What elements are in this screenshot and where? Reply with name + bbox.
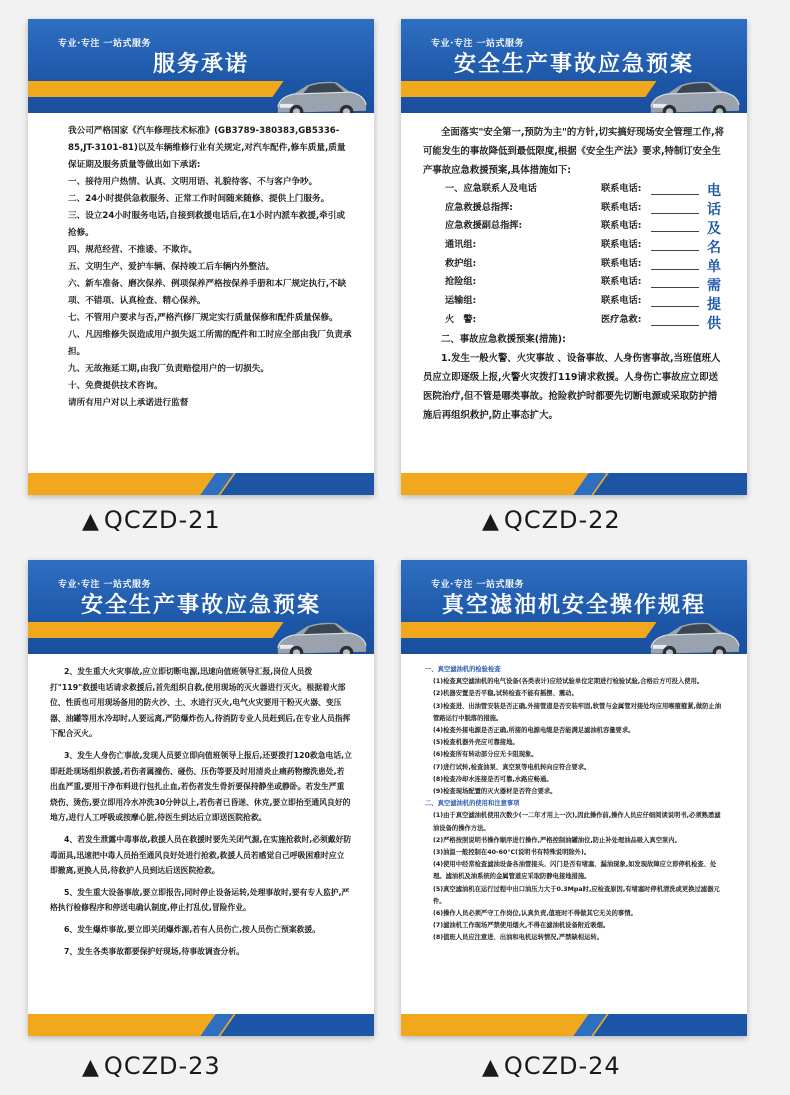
procedure-line: (5)检查机器外壳应可靠接地。 [433,739,519,747]
contact-row: 应急救援总指挥: 联系电话: [423,199,725,218]
contact-row: 一、应急联系人及电话 联系电话: [423,180,725,199]
poster-qczd-24 [401,560,747,1036]
procedure-line: (4)检查外接电源是否正确,所接的电源电缆是否能满足滤油机容量要求。 [433,727,635,735]
paragraph: 1.发生一般火警、火灾事故 、设备事故、人身伤害事故,当班值班人员应立即逐级上报,火警火灾拨打119请求救援。人身伤亡事故应立即送医院治疗,但不管是哪类事故。抢险救护时都要先切断电源或采取防护措施后再组织救护,防止事态扩大。 [423,352,721,421]
procedure-line: (9)检查现场配置的灭火器材是否符合要求。 [433,788,557,796]
procedure-line: (6)检查所有转动部分应无卡阻现象。 [433,751,538,759]
poster-title: 安全生产事故应急预案 [80,593,321,618]
product-code-label: ▲ QCZD-23 [82,1052,221,1080]
procedure-line: (7)进行试转,检查油泵、真空泵等电机转向应符合要求。 [433,763,591,771]
poster-title: 真空滤油机安全操作规程 [441,593,706,618]
slogan: 专业·专注 一站式服务 [58,39,152,49]
vertical-note: 电话及名单需提供 [707,183,721,332]
procedure-line: (8)值班人员应注意进、出油和电机运转情况,严禁缺相运转。 [433,934,603,942]
product-code-label: ▲ QCZD-21 [82,506,221,534]
triangle-up-icon: ▲ [482,509,500,534]
procedure-line: (2)严格按照说明书操作顺序进行操作,严格控制油罐油位,防止补处理油品吸入真空泵内。 [433,836,681,844]
poster-title: 服务承诺 [152,52,249,77]
poster-footer [28,1014,374,1036]
paragraph: 一、接待用户热情、认真、文明用语、礼貌待客、不与客户争吵。 [68,177,318,187]
poster-footer [401,473,747,495]
contact-row: 通讯组: 联系电话: [423,236,725,255]
contact-row: 救护组: 联系电话: [423,255,725,274]
intro-paragraph: 全面落实"安全第一,预防为主"的方针,切实搞好现场安全管理工作,将可能发生的事故降低到最低限度,根据《安全生产法》要求,特制订安全生产事故应急救援预案,具体措施如下: [423,127,724,176]
poster-title: 安全生产事故应急预案 [453,52,694,77]
paragraph: 十、免费提供技术咨询。 [68,381,163,391]
poster-qczd-22 [401,19,747,495]
paragraph: 3、发生人身伤亡事故,发现人员要立即向值班领导上报后,还要拨打120救急电话,立即赶赴现场组织救援,若伤者属撞伤、碰伤、压伤等要及时用清炎止痛药物擦洗患处,若出血严重,要用干净布料进行包扎止血,若伤者发生骨折要保持静坐或静卧。若发生严重烧伤、烫伤,要立即用冷水冲洗30分钟以上,若伤者已昏迷、休克,要立即抬至通风良好的地方,进行人工呼吸或按摩心脏,待医生到达后立即送医院抢救。 [50,750,352,823]
poster-body [423,123,725,467]
poster-header [28,560,374,654]
poster-header [401,560,747,654]
procedure-line: (1)检查真空滤油机的电气设备(各类表计)应经试验单位定期进行检验试验,合格后方可投入使用。 [433,678,704,686]
paragraph: 我公司严格国家《汽车修理技术标准》(GB3789-380383,GB5336-85,JT-3101-81)以及车辆维修行业有关规定,对汽车配件,修车质量,质量保证期及服务质量等做出如下承诺: [68,126,346,170]
triangle-up-icon: ▲ [82,1055,100,1080]
product-code-label: ▲ QCZD-24 [482,1052,621,1080]
procedure-line: (5)真空滤油机在运行过程中出口油压力大于0.3Mpa时,应检查原因,有堵塞时停机清洗或更换过滤器元件。 [433,885,720,905]
paragraph: 六、新车准备、磨次保养、例项保养严格按保养手册和本厂规定执行,不缺项、不错项、认真检查、精心保养。 [68,279,347,306]
paragraph: 4、若发生泄露中毒事故,救援人员在救援时要先关闭气源,在实施抢救时,必须戴好防毒面具,迅速把中毒人员抬至通风良好处进行抢救,救援人员若感觉自己呼吸困难时应立即撤离,更换人员,待救护人员到达后送医院抢救。 [50,834,352,876]
paragraph: 五、文明生产、爱护车辆、保持竣工后车辆内外整洁。 [68,262,275,272]
procedure-line: (4)使用中经常检查滤油设备各油管接头、闪门是否有堵塞、漏油现象,如发现故障应立即停机检查、处理。滤油机及油系统的金属管道应采取防静电接地措施。 [433,861,717,881]
procedure-line: (3)油温一般控制在40-60°C(说明书有特殊说明除外)。 [433,849,591,857]
procedure-line: (6)操作人员必须严守工作岗位,认真负责,值班时不得做其它无关的事情。 [433,910,637,918]
slogan: 专业·专注 一站式服务 [58,580,152,590]
procedure-line: (3)检查进、出油管安装是否正确,外接管道是否安装牢固,软管与金属管对接处均应用喉箍箍紧,做防止油管路运行中脱落的措施。 [433,702,722,722]
triangle-up-icon: ▲ [482,1055,500,1080]
paragraph: 七、不管用户要求与否,严格汽修厂规定实行质量保修和配件质量保修。 [68,313,338,323]
poster-header [28,19,374,113]
paragraph: 5、发生重大设备事故,要立即报告,同时停止设备运转,处理事故时,要有专人监护,严格执行检修程序和停送电确认制度,停止打乱仗,冒险作业。 [50,887,350,913]
car-illustration [645,614,743,654]
paragraph: 6、发生爆炸事故,要立即关闭爆炸源,若有人员伤亡,按人员伤亡预案救援。 [64,924,321,934]
paragraph: 九、无故拖延工期,由我厂负责赔偿用户的一切损失。 [68,364,269,374]
paragraph: 三、设立24小时服务电话,自接到救援电话后,在1小时内派车救援,牵引或抢修。 [68,211,345,238]
contact-row: 火 警: 医疗急救: [423,311,725,330]
paragraph: 二、24小时提供急救服务、正常工作时间随来随修、提供上门服务。 [68,194,330,204]
paragraph: 请所有用户对以上承诺进行监督 [68,398,189,408]
procedure-line: (1)由于真空滤油机使用次数少(一二年才用上一次),因此操作前,操作人员应仔细阅读说明书,必须熟悉滤油设备的操作方法。 [433,812,721,832]
triangle-up-icon: ▲ [82,509,100,534]
poster-body [50,664,352,1008]
poster-qczd-23 [28,560,374,1036]
contact-row: 运输组: 联系电话: [423,292,725,311]
poster-footer [28,473,374,495]
section-heading: 二、真空滤油机的使用和注意事项 [425,800,520,808]
poster-header [401,19,747,113]
section-heading: 二、事故应急救援预案(措施): [441,333,566,345]
slogan: 专业·专注 一站式服务 [431,580,525,590]
procedure-line: (2)机器安置是否平稳,试转检查不能有摇摆、震动。 [433,690,578,698]
paragraph: 四、规范经营、不推诿、不欺诈。 [68,245,197,255]
procedure-line: (8)检查冷却水连接是否可靠,水路应畅通。 [433,775,553,783]
poster-qczd-21 [28,19,374,495]
car-illustration [272,614,370,654]
paragraph: 八、凡因维修失误造成用户损失返工所需的配件和工时应全部由我厂负责承担。 [68,330,352,357]
slogan: 专业·专注 一站式服务 [431,39,525,49]
paragraph: 2、发生重大火灾事故,应立即切断电源,迅速向值班领导汇报,岗位人员拨打"119"救援电话请求救援后,首先组织自救,使用现场的灭火器进行灭火。根据着火部位、性质也可用现场备用的防火沙、土、水进行灭火,电气火灾要用干粉灭火器、变压器、油罐等用水冷却时,人要远离,严防爆炸伤人,待消防专业人员赶到后,在专业人员指挥下配合灭火。 [50,667,351,739]
contact-row: 抢险组: 联系电话: [423,273,725,292]
section-heading: 一、真空滤油机的检验检查 [425,666,501,673]
contact-list [423,180,725,330]
procedure-line: (7)滤油机工作现场严禁使用烟火,不得在滤油机设备附近吸烟。 [433,922,610,930]
poster-body [50,123,352,467]
car-illustration [645,73,743,113]
contact-row: 应急救援副总指挥: 联系电话: [423,217,725,236]
car-illustration [272,73,370,113]
poster-body [425,664,725,1008]
poster-footer [401,1014,747,1036]
product-code-label: ▲ QCZD-22 [482,506,621,534]
paragraph: 7、发生各类事故都要保护好现场,待事故调查分析。 [64,946,244,956]
